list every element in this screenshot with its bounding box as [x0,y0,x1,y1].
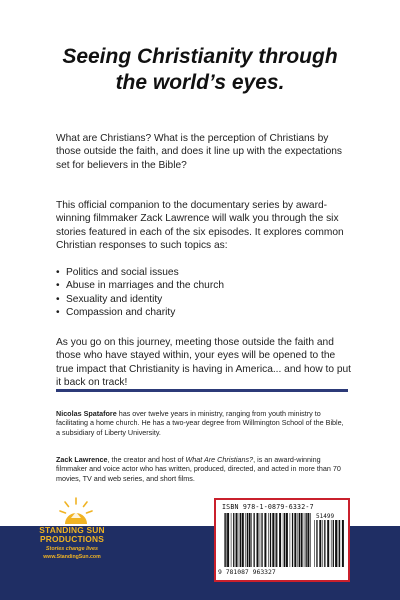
author-name: Zack Lawrence [56,455,108,464]
barcode-addon-bars [314,520,344,567]
author-bio-text: has over twelve years in ministry, ranging from youth ministry to facilitating a home church. He has a two-year degree from Willmington School of the Bible, a subsidiary of Liberty University. [56,409,344,437]
price-code: 51499 [316,513,335,520]
topics-list [56,266,352,320]
author-bio-text: , is an award-winning filmmaker and voice actor who has written, produced, directed, and acted in more than 70 movies, TV and web series, and short films. [56,455,341,483]
intro-paragraph: What are Christians? What is the perception of Christians by those outside the faith, and does it line up with the expectations set for believers in the Bible? [56,133,343,171]
list-item: • Politics and social issues [56,266,352,279]
publisher-logo [18,496,126,584]
publisher-name: STANDING SUN PRODUCTIONS [39,525,105,544]
publisher-tagline: Stories change lives [45,546,99,552]
list-item: • Sexuality and identity [56,293,352,306]
barcode-digits: 9 781087 963327 [218,568,276,576]
section-divider [56,389,348,392]
headline-line-1: Seeing Christianity through [62,45,338,68]
publisher-url: www.StandingSun.com [43,554,101,560]
author-bio-nicolas [56,409,348,437]
author-bio-text: , the creator and host of [107,455,186,464]
barcode-bars [224,513,312,567]
isbn-number: ISBN 978-1-0879-6332-7 [222,503,314,511]
list-item: • Compassion and charity [56,306,352,319]
author-name: Nicolas Spatafore [56,409,117,418]
author-bio-zack [56,455,348,483]
sun-icon [58,496,94,526]
back-cover-headline [0,44,400,96]
closing-paragraph: As you go on this journey, meeting those outside the faith and those who have stayed within, your eyes will be opened to the true impact that Christianity is having in America... and how to put it back on track! [56,337,352,389]
list-item: • Abuse in marriages and the church [56,279,352,292]
isbn-barcode [214,498,350,582]
documentary-title: What Are Christians? [185,455,254,464]
headline-line-2: the world’s eyes. [115,71,285,94]
companion-paragraph: This official companion to the documentary series by award-winning filmmaker Zack Lawrence will walk you through the six stories featured in each of the six episodes. It explores common Christian responses to such topics as: [56,200,344,252]
